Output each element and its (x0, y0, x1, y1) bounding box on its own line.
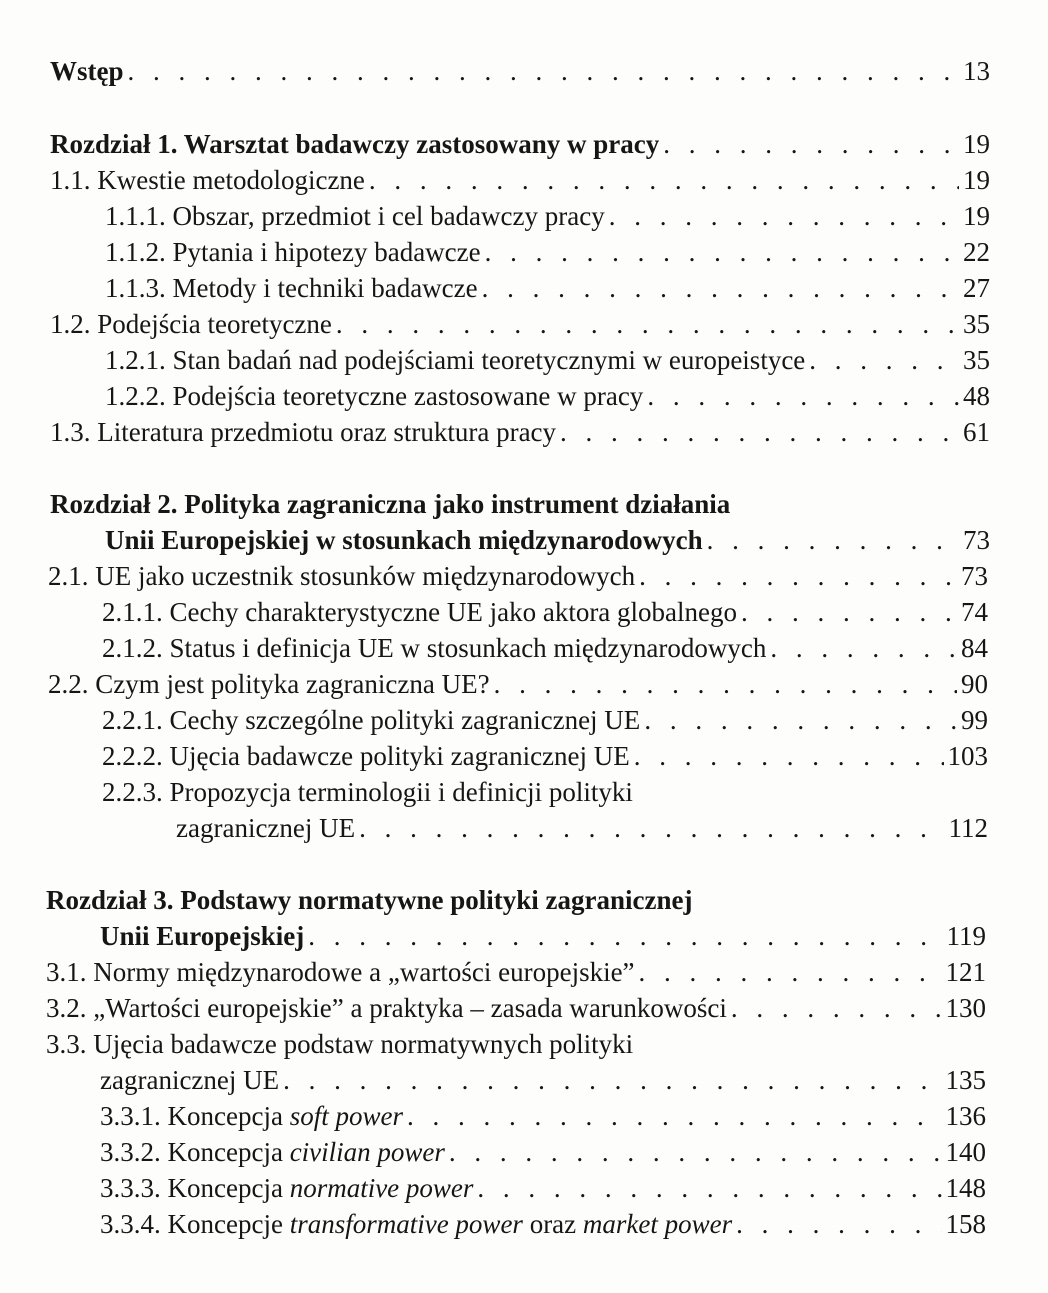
toc-entry-title: 1.1.3. Metody i techniki badawcze (105, 273, 478, 303)
toc-entry (176, 812, 988, 845)
dot-leader (741, 596, 957, 629)
toc-entry (102, 596, 988, 629)
dot-leader (731, 992, 942, 1025)
toc-entry-title: 1.2.2. Podejścia teoretyczne zastosowane w pracy (105, 381, 644, 411)
toc-entry-title-line1: 2.2.3. Propozycja terminologii i definicji polityki (102, 777, 633, 807)
toc-entry (50, 308, 990, 341)
toc-page-number: 135 (945, 1065, 986, 1095)
toc-chapter-1 (50, 128, 990, 161)
toc-entry-title: 2.1.2. Status i definicja UE w stosunkach międzynarodowych (102, 633, 767, 663)
toc-page-number: 74 (961, 597, 988, 627)
toc-page-number: 48 (963, 381, 990, 411)
toc-entry (105, 380, 990, 413)
toc-entry (100, 1208, 986, 1241)
toc-entry (100, 1172, 986, 1205)
toc-entry-title: 1.2. Podejścia teoretyczne (50, 309, 332, 339)
toc-chapter-3 (100, 920, 986, 953)
toc-entry (46, 956, 986, 989)
toc-page-number: 22 (963, 237, 990, 267)
toc-page-number: 121 (945, 957, 986, 987)
toc-entry (48, 560, 988, 593)
toc-entry-title (100, 1172, 473, 1205)
toc-page-number: 35 (963, 309, 990, 339)
dot-leader (770, 632, 957, 665)
toc-page-number: 73 (963, 525, 990, 555)
toc-entry (102, 704, 988, 737)
toc-page-number: 90 (961, 669, 988, 699)
toc-entry (100, 1064, 986, 1097)
dot-leader (644, 704, 957, 737)
toc-entry-title (100, 1136, 445, 1169)
toc-page-number: 19 (963, 129, 990, 159)
toc-entry-title: 1.1.2. Pytania i hipotezy badawcze (105, 237, 481, 267)
toc-entry (48, 668, 988, 701)
dot-leader (482, 272, 959, 305)
dot-leader (283, 1064, 941, 1097)
toc-page-number: 61 (963, 417, 990, 447)
toc-entry-italic-2: market power (582, 1209, 733, 1239)
toc-chapter-3-title-line1: Rozdział 3. Podstawy normatywne polityki zagranicznej (46, 885, 693, 915)
toc-page-number: 35 (963, 345, 990, 375)
toc-entry-title: 2.2.1. Cechy szczególne polityki zagranicznej UE (102, 705, 641, 735)
dot-leader (647, 380, 959, 413)
toc-entry (50, 164, 990, 197)
dot-leader (494, 668, 957, 701)
toc-entry-title-line1: 3.3. Ujęcia badawcze podstaw normatywnych polityki (46, 1029, 634, 1059)
dot-leader (308, 920, 942, 953)
toc-chapter-title: Unii Europejskiej (100, 921, 305, 951)
toc-page-number: 99 (961, 705, 988, 735)
dot-leader (639, 956, 942, 989)
toc-page-number: 119 (946, 921, 986, 951)
dot-leader (407, 1100, 942, 1133)
toc-entry (105, 200, 990, 233)
toc-entry (105, 272, 990, 305)
toc-entry-intro (50, 55, 990, 88)
toc-entry (100, 1100, 986, 1133)
dot-leader (369, 164, 959, 197)
toc-entry (102, 632, 988, 665)
toc-entry-title: 2.2. Czym jest polityka zagraniczna UE? (48, 669, 490, 699)
toc-page-number: 158 (945, 1209, 986, 1239)
toc-entry-title: zagranicznej UE (176, 813, 356, 843)
toc-entry (105, 344, 990, 377)
toc-chapter-2-title-line1: Rozdział 2. Polityka zagraniczna jako instrument działania (50, 489, 731, 519)
toc-page-number: 136 (945, 1101, 986, 1131)
toc-entry-italic: soft power (289, 1101, 403, 1131)
toc-page-number: 27 (963, 273, 990, 303)
dot-leader (477, 1172, 941, 1205)
toc-entry-italic: civilian power (289, 1137, 445, 1167)
toc-chapter-2 (105, 524, 990, 557)
toc-entry-title: 3.1. Normy międzynarodowe a „wartości europejskie” (46, 957, 635, 987)
toc-entry-title: zagranicznej UE (100, 1065, 280, 1095)
toc-page-number: 19 (963, 201, 990, 231)
dot-leader (639, 560, 957, 593)
toc-page-number: 130 (945, 993, 986, 1023)
toc-page-number: 148 (945, 1173, 986, 1203)
toc-entry-title: 2.1.1. Cechy charakterystyczne UE jako aktora globalnego (102, 597, 738, 627)
toc-entry-title: 1.2.1. Stan badań nad podejściami teoretycznymi w europeistyce (105, 345, 806, 375)
toc-entry (100, 1136, 986, 1169)
toc-page-number: 19 (963, 165, 990, 195)
toc-page-number: 112 (948, 813, 988, 843)
toc-entry-title: 1.3. Literatura przedmiotu oraz struktura pracy (50, 417, 557, 447)
toc-entry-title: 1.1. Kwestie metodologiczne (50, 165, 365, 195)
toc-entry-title: 2.2.2. Ujęcia badawcze polityki zagranicznej UE (102, 741, 630, 771)
toc-entry (102, 740, 988, 773)
toc-chapter-title: Rozdział 1. Warsztat badawczy zastosowany w pracy (50, 129, 660, 159)
dot-leader (809, 344, 959, 377)
toc-entry-title: 2.1. UE jako uczestnik stosunków międzynarodowych (48, 561, 636, 591)
dot-leader (736, 1208, 941, 1241)
dot-leader (663, 128, 959, 161)
toc-entry (105, 236, 990, 269)
dot-leader (449, 1136, 942, 1169)
toc-entry (50, 416, 990, 449)
dot-leader (128, 55, 960, 88)
toc-entry-title: 1.1.1. Obszar, przedmiot i cel badawczy pracy (105, 201, 605, 231)
dot-leader (336, 308, 959, 341)
dot-leader (485, 236, 959, 269)
toc-entry-italic: transformative power (289, 1209, 523, 1239)
toc-page-number: 103 (947, 741, 988, 771)
dot-leader (609, 200, 959, 233)
dot-leader (359, 812, 944, 845)
dot-leader (634, 740, 944, 773)
toc-entry-title: Wstęp (50, 56, 124, 86)
toc-entry (46, 992, 986, 1025)
toc-chapter-title: Unii Europejskiej w stosunkach międzynarodowych (105, 525, 703, 555)
toc-entry-middle: oraz (522, 1209, 583, 1239)
dot-leader (560, 416, 959, 449)
toc-page-number: 140 (945, 1137, 986, 1167)
toc-entry-italic: normative power (289, 1173, 474, 1203)
toc-page-number: 73 (961, 561, 988, 591)
toc-entry-prefix: 3.3.4. Koncepcje (100, 1209, 290, 1239)
toc-entry-prefix: 3.3.3. Koncepcja (100, 1173, 290, 1203)
toc-entry-title: 3.2. „Wartości europejskie” a praktyka – zasada warunkowości (46, 993, 727, 1023)
toc-entry-title (100, 1100, 403, 1133)
toc-page-number: 84 (961, 633, 988, 663)
toc-entry-title (100, 1208, 732, 1241)
dot-leader (707, 524, 959, 557)
toc-entry-prefix: 3.3.2. Koncepcja (100, 1137, 290, 1167)
toc-entry-prefix: 3.3.1. Koncepcja (100, 1101, 290, 1131)
toc-page-number: 13 (963, 56, 990, 86)
